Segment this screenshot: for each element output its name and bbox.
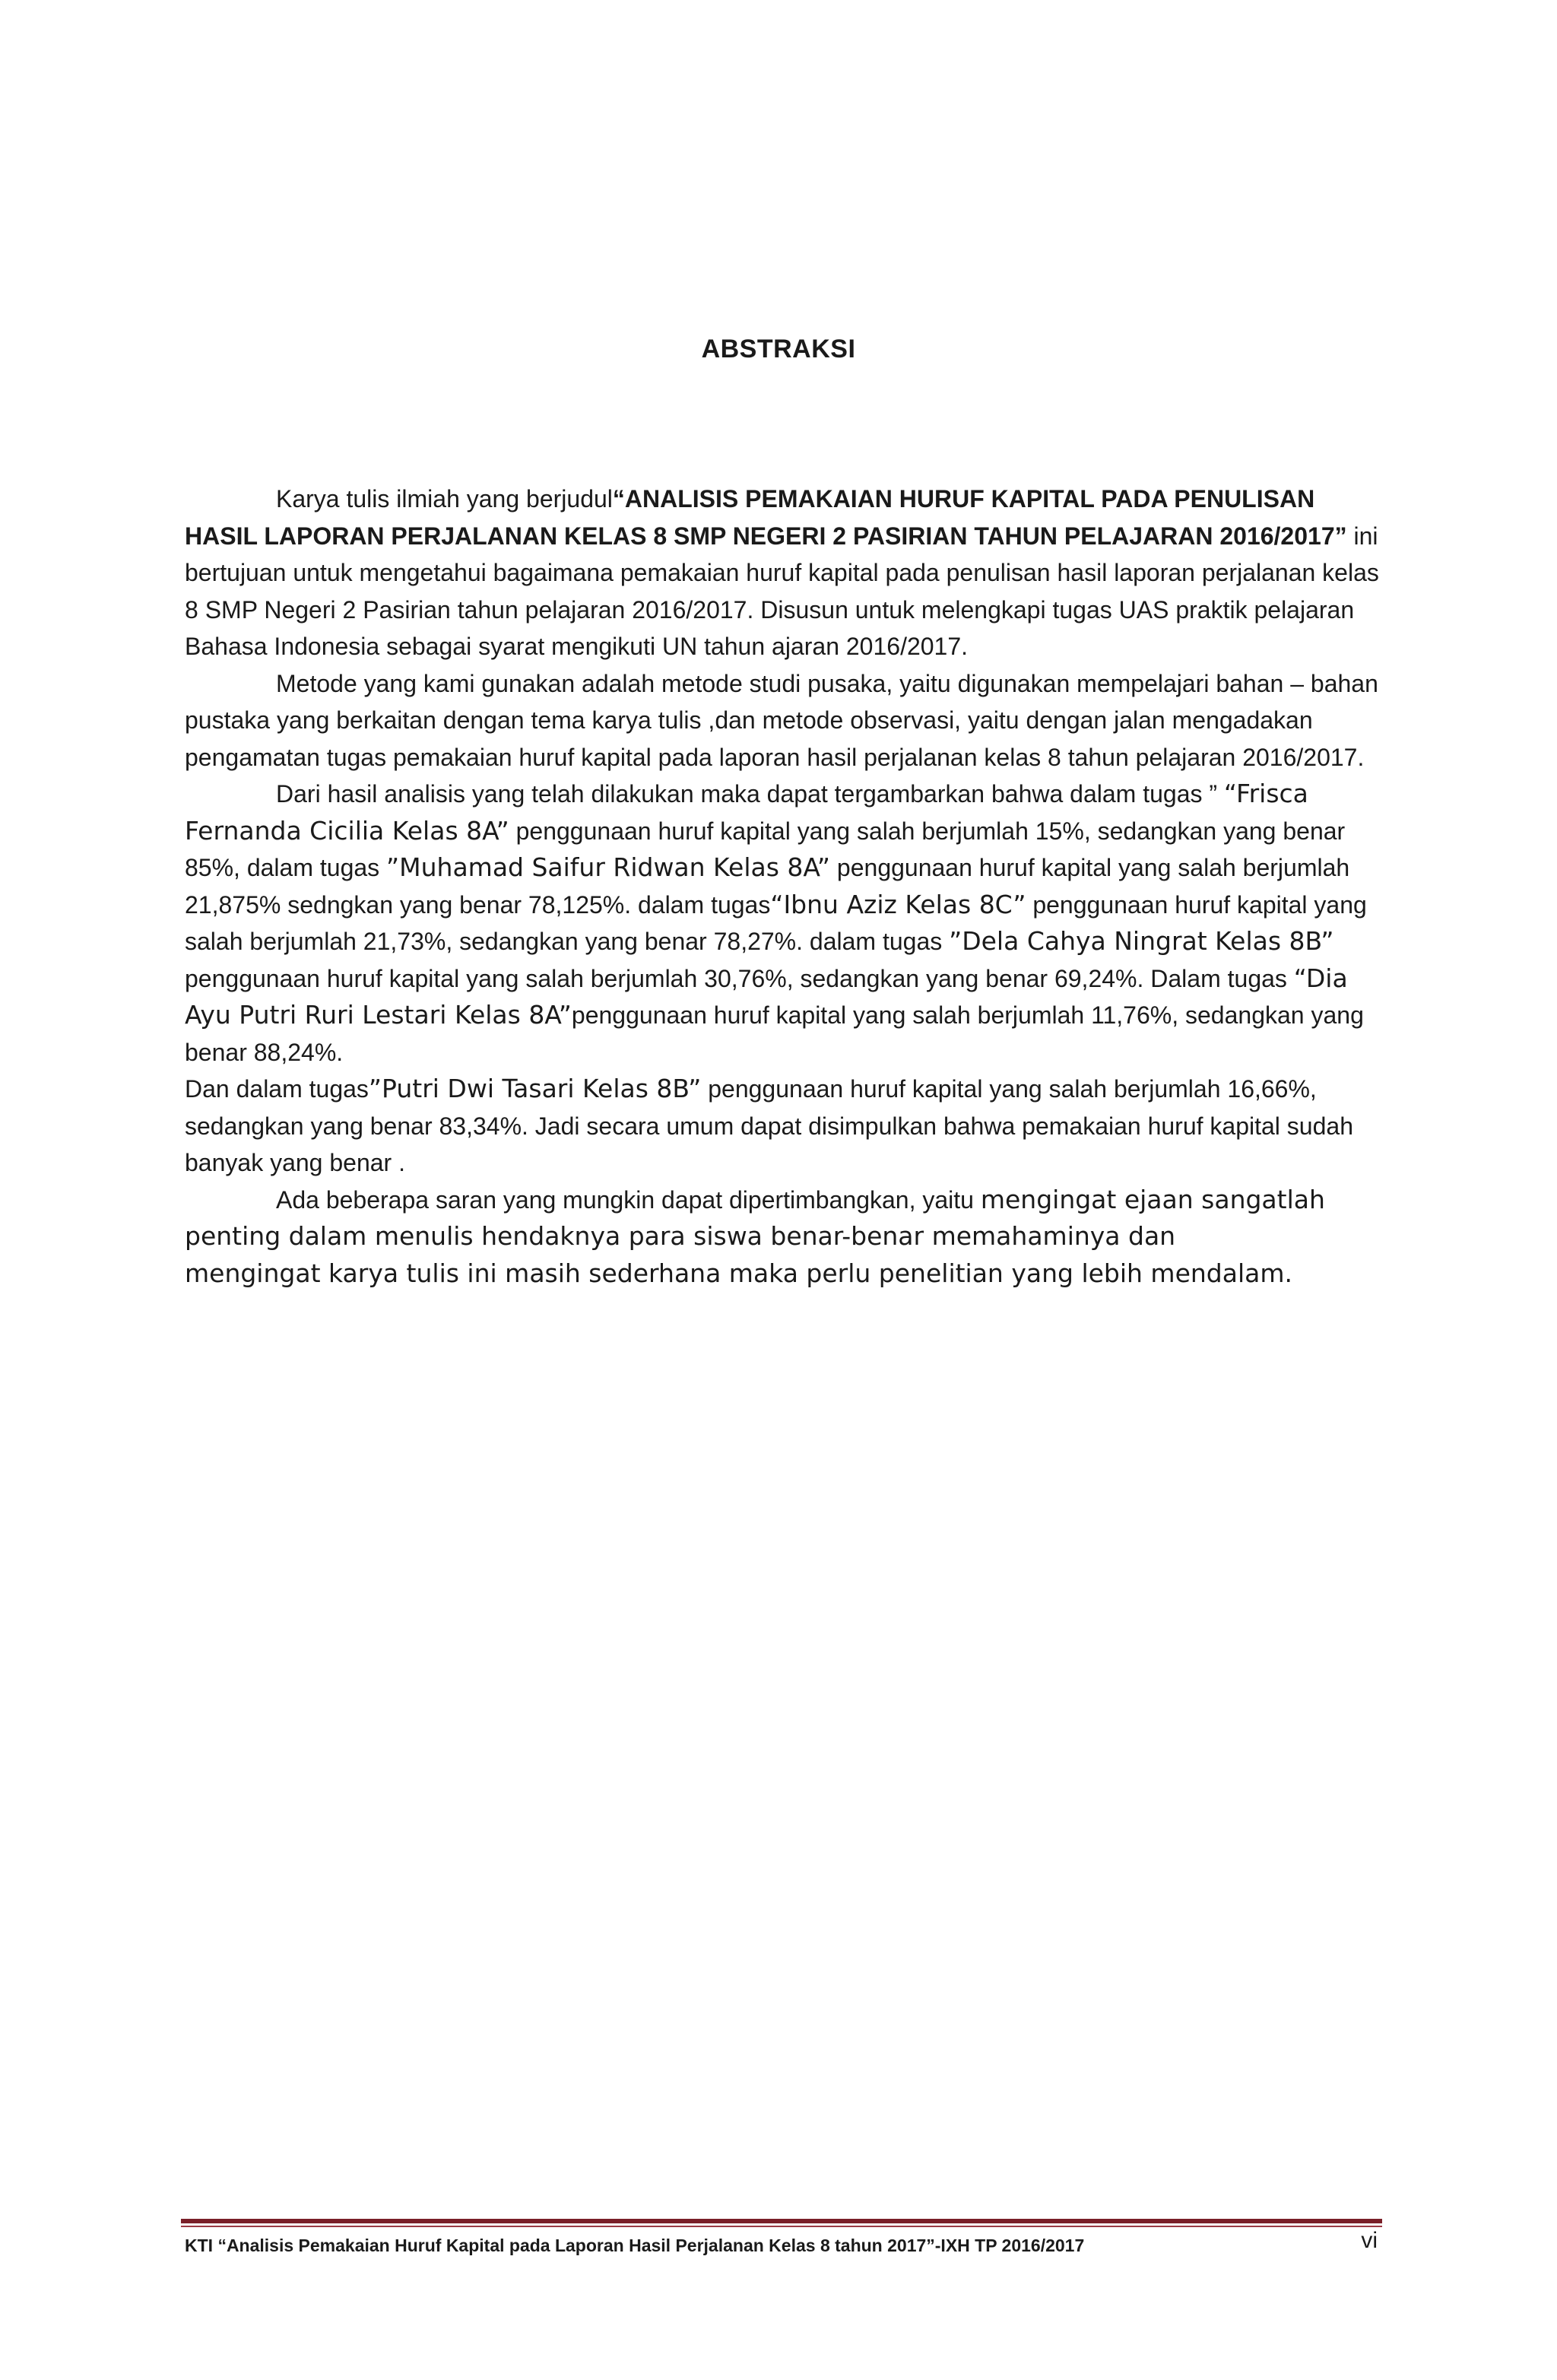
footer-rule-thick <box>181 2219 1382 2223</box>
student-task-name: “Frisca Fernanda Cicilia Kelas 8A” <box>185 779 1308 846</box>
paragraph-text: penggunaan huruf kapital yang salah berjumlah 11,76%, sedangkan yang benar 88,24%. <box>185 1001 1364 1066</box>
student-task-name: “Dia Ayu Putri Ruri Lestari Kelas 8A” <box>185 963 1348 1030</box>
footer-caption: KTI “Analisis Pemakaian Huruf Kapital pada Laporan Hasil Perjalanan Kelas 8 tahun 2017”-IXH TP 2016/2017 <box>185 2236 1085 2255</box>
paragraph-suggestion <box>185 1182 1380 1255</box>
student-task-name: ”Putri Dwi Tasari Kelas 8B” <box>368 1074 702 1103</box>
student-task-name: ”Dela Cahya Ningrat Kelas 8B” <box>949 926 1334 956</box>
paragraph-text: penggunaan huruf kapital yang salah berjumlah 16,66%, sedangkan yang benar 83,34%. Jadi secara umum dapat disimpulkan bahwa pemakaian huruf kapital sudah banyak yang benar . <box>185 1075 1353 1176</box>
paragraph-text: penggunaan huruf kapital yang salah berjumlah 21,73%, sedangkan yang benar 78,27%. dalam tugas <box>185 890 1367 955</box>
page-title: ABSTRAKSI <box>701 335 856 363</box>
page-number: vi <box>1361 2228 1378 2253</box>
student-task-name: ”Muhamad Saifur Ridwan Kelas 8A” <box>386 852 831 882</box>
abstract-body <box>185 481 1380 1292</box>
paragraph-lead: Karya tulis ilmiah yang berjudul <box>276 485 613 512</box>
quoted-research-title: “ANALISIS PEMAKAIAN HURUF KAPITAL PADA PENULISAN HASIL LAPORAN PERJALANAN KELAS 8 SMP NEGERI 2 PASIRIAN TAHUN PELAJARAN 2016/2017” <box>185 485 1347 550</box>
paragraph-text: penggunaan huruf kapital yang salah berjumlah 15%, sedangkan yang benar 85%, dalam tugas <box>185 817 1346 881</box>
paragraph-text: penggunaan huruf kapital yang salah berjumlah 21,875% sedngkan yang benar 78,125%. dalam tugas <box>185 854 1350 919</box>
footer-divider <box>181 2219 1382 2228</box>
paragraph-text: ini bertujuan untuk mengetahui bagaimana pemakaian huruf kapital pada penulisan hasil laporan perjalanan kelas 8 SMP Negeri 2 Pasirian tahun pelajaran 2016/2017. Disusun untuk melengkapi tugas UAS praktik pelajaran Bahasa Indonesia sebagai syarat mengikuti UN tahun ajaran 2016/2017. <box>185 522 1379 660</box>
paragraph-text: Dari hasil analisis yang telah dilakukan maka dapat tergambarkan bahwa dalam tugas ” <box>276 780 1218 808</box>
paragraph-method: Metode yang kami gunakan adalah metode studi pusaka, yaitu digunakan mempelajari bahan – bahan pustaka yang berkaitan dengan tema karya tulis ,dan metode observasi, yaitu dengan jalan mengadakan pengamatan tugas pemakaian huruf kapital pada laporan hasil perjalanan kelas 8 tahun pelajaran 2016/2017. <box>185 669 1378 771</box>
paragraph-results <box>185 776 1380 1071</box>
paragraph-closing: mengingat karya tulis ini masih sederhana maka perlu penelitian yang lebih mendalam. <box>185 1258 1292 1288</box>
paragraph-text: mengingat ejaan sangatlah penting dalam menulis hendaknya para siswa benar-benar memahaminya dan <box>185 1184 1325 1251</box>
paragraph-text: Ada beberapa saran yang mungkin dapat dipertimbangkan, yaitu <box>276 1185 981 1214</box>
student-task-name: “Ibnu Aziz Kelas 8C” <box>770 889 1026 919</box>
paragraph-text: penggunaan huruf kapital yang salah berjumlah 30,76%, sedangkan yang benar 69,24%. Dalam tugas <box>185 964 1294 992</box>
paragraph-text: Dan dalam tugas <box>185 1075 369 1103</box>
paragraph-purpose <box>185 481 1380 665</box>
paragraph-conclusion <box>185 1071 1380 1182</box>
footer-rule-thin <box>181 2226 1382 2227</box>
